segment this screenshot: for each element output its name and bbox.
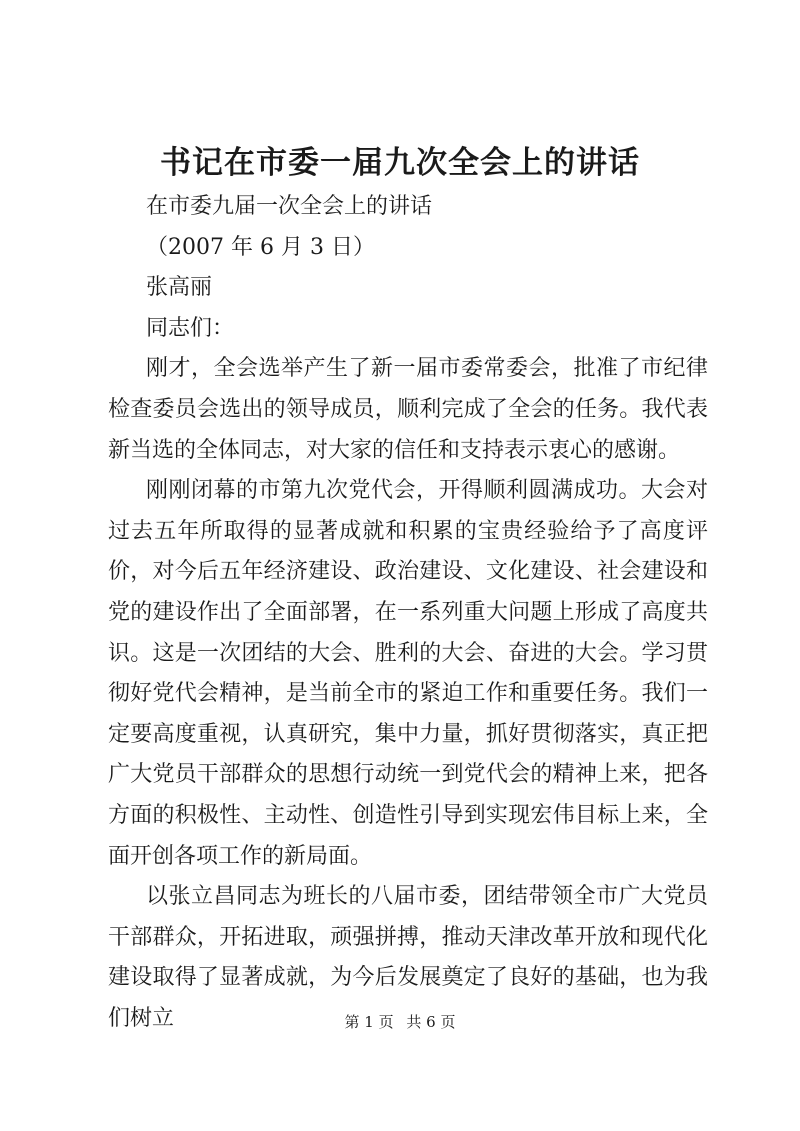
document-date: （2007 年 6 月 3 日） <box>146 234 375 260</box>
page-footer <box>0 1012 800 1032</box>
body-paragraph-1: 刚才，全会选举产生了新一届市委常委会，批准了市纪律检查委员会选出的领导成员，顺利完成了全会的任务。我代表新当选的全体同志，对大家的信任和支持表示衷心的感谢。 <box>108 356 708 463</box>
document-subtitle: 在市委九届一次全会上的讲话 <box>146 194 433 219</box>
document-author: 张高丽 <box>146 275 213 301</box>
document-salutation: 同志们： <box>146 315 235 341</box>
page-total: 共 6 页 <box>406 1013 456 1031</box>
document-title: 书记在市委一届九次全会上的讲话 <box>160 145 640 181</box>
page-number: 第 1 页 <box>344 1013 394 1031</box>
body-paragraph-3: 以张立昌同志为班长的八届市委，团结带领全市广大党员干部群众，开拓进取，顽强拼搏，推动天津改革开放和现代化建设取得了显著成就，为今后发展奠定了良好的基础，也为我们树立 <box>108 884 708 1031</box>
document-body <box>108 187 708 1039</box>
body-paragraph-2: 刚刚闭幕的市第九次党代会，开得顺利圆满成功。大会对过去五年所取得的显著成就和积累的宝贵经验给予了高度评价，对今后五年经济建设、政治建设、文化建设、社会建设和党的建设作出了全面部署，在一系列重大问题上形成了高度共识。这是一次团结的大会、胜利的大会、奋进的大会。学习贯彻好党代会精神，是当前全市的紧迫工作和重要任务。我们一定要高度重视，认真研究，集中力量，抓好贯彻落实，真正把广大党员干部群众的思想行动统一到党代会的精神上来，把各方面的积极性、主动性、创造性引导到实现宏伟目标上来，全面开创各项工作的新局面。 <box>108 478 708 869</box>
